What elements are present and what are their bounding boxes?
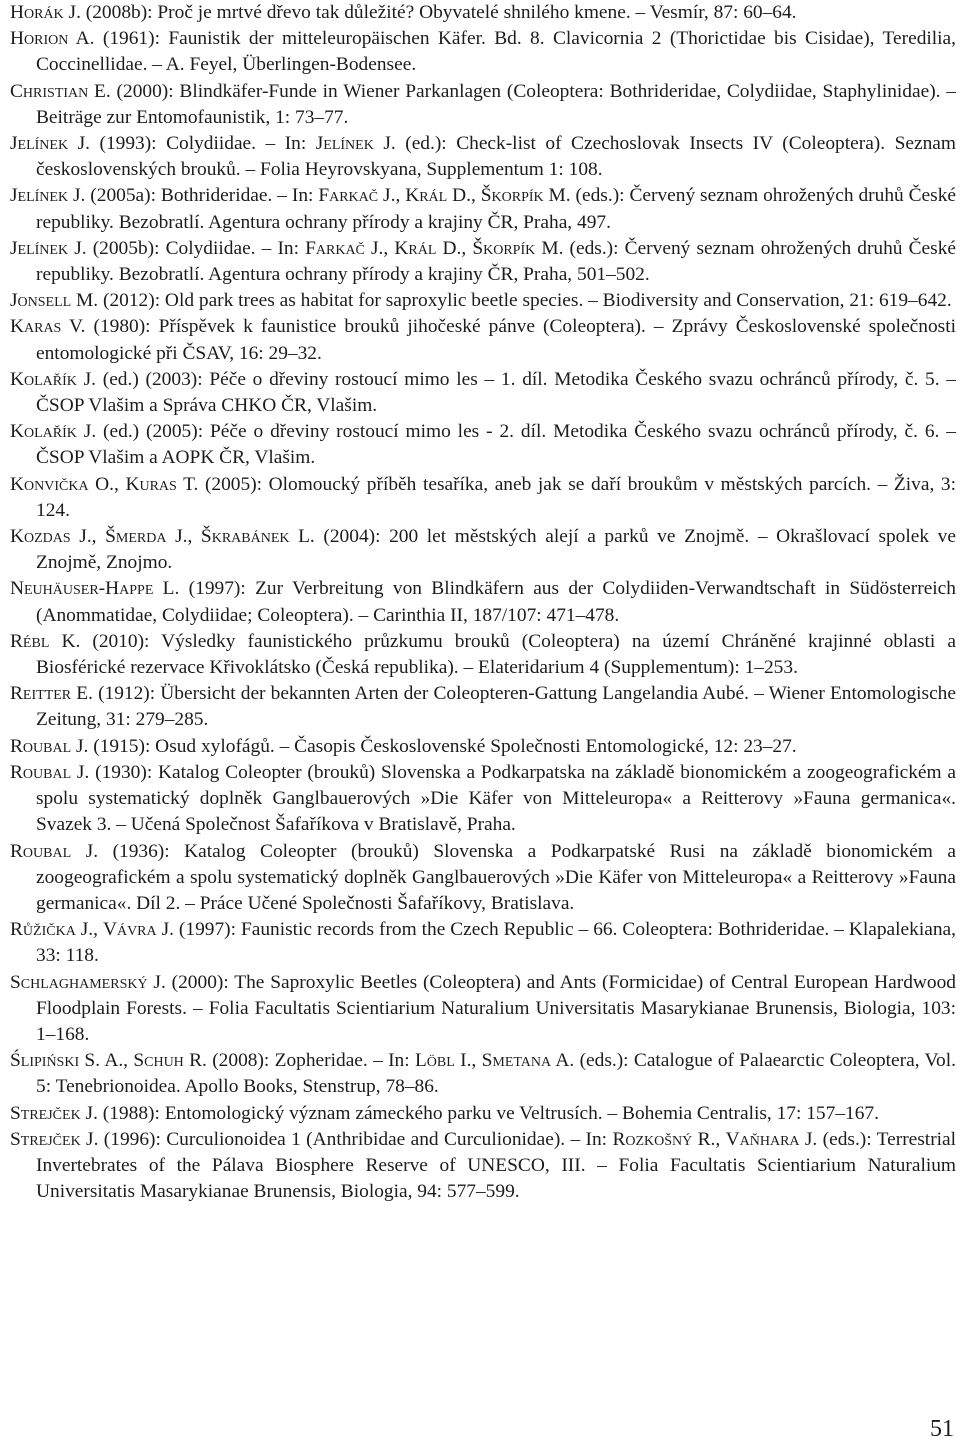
author-name: Neuhäuser-Happe L. <box>10 578 180 600</box>
author-name: Vávra J. <box>102 919 174 941</box>
reference-text: (2008b): Proč je mrtvé dřevo tak důležité? Obyvatelé shnilého kmene. – Vesmír, 87: 60–64. <box>80 2 797 23</box>
author-name: Jelínek J. <box>10 185 86 207</box>
author-name: Vaňhara J. <box>725 1128 818 1150</box>
reference-text: (1997): Faunistic records from the Czech Republic – 66. Coleoptera: Bothrideridae. – Klapalekiana, 33: 118. <box>36 919 956 967</box>
reference-text: (2000): Blindkäfer-Funde in Wiener Parkanlagen (Coleoptera: Bothrideridae, Colydiidae, Staphylinidae). – Beiträge zur Entomofaunistik, 1: 73–77. <box>36 80 956 128</box>
reference-entry <box>10 288 956 314</box>
author-name: Löbl I. <box>414 1050 472 1072</box>
author-name: Konvička O. <box>10 473 115 495</box>
reference-entry <box>10 26 956 78</box>
reference-entry <box>10 734 956 760</box>
reference-entry <box>10 629 956 681</box>
reference-entry <box>10 79 956 131</box>
author-name: Jonsell M. <box>10 290 99 312</box>
reference-text: (2005): Olomoucký příběh tesaříka, aneb jak se daří broukům v městských parcích. – Živa, 3: 124. <box>36 473 956 521</box>
reference-text: , <box>187 526 201 548</box>
author-name: Strejček J. <box>10 1128 99 1150</box>
reference-text: , <box>383 237 395 259</box>
reference-entry <box>10 183 956 235</box>
author-name: Růžička J. <box>10 919 94 941</box>
reference-text: (2004): 200 let městských alejí a parků ve Znojmě. – Okrašlovací spolek ve Znojmě, Znojmo. <box>36 526 956 574</box>
reference-entry <box>10 1127 956 1206</box>
author-name: Farkač J. <box>318 185 396 207</box>
author-name: Král D. <box>405 185 471 207</box>
author-name: Schuh R. <box>133 1050 207 1072</box>
author-name: Roubal J. <box>10 840 99 862</box>
reference-text: (2008): Zopheridae. – In: <box>206 1050 415 1072</box>
reference-text: (1997): Zur Verbreitung von Blindkäfern aus der Colydiiden-Verwandtschaft in Südösterreich (Anommatidae, Colydiidae; Coleoptera). – Carinthia II, 187/107: 471–478. <box>36 578 956 626</box>
author-name: Karas V. <box>10 316 86 338</box>
reference-text: (1936): Katalog Coleopter (brouků) Slovenska a Podkarpatské Rusi na základě bionomickém a zoogeografickém a spolu systematický doplněk Ganglbauerových »Die Käfer von Mitteleuropa« a Reitterovy »Fauna germanica«. Díl 2. – Práce Učené Společnosti Šafaříkovy, Bratislava. <box>36 840 956 914</box>
author-name: Rébl K. <box>10 630 81 652</box>
author-name: Král D. <box>394 237 462 259</box>
author-name: Škorpík M. <box>472 237 564 259</box>
reference-entry <box>10 236 956 288</box>
reference-text: (eds.): Červený seznam ohrožených druhů České republiky. Bezobratlí. Agentura ochrany přírody a krajiny ČR, Praha, 501–502. <box>36 237 956 286</box>
author-name: Horion A. <box>10 28 95 50</box>
reference-entry <box>10 367 956 419</box>
author-name: Jelínek J. <box>10 133 90 155</box>
reference-text: (1930): Katalog Coleopter (brouků) Slovenska a Podkarpatska na základě bionomickém a zoogeografickém a spolu systematický doplněk Ganglbauerových »Die Käfer von Mitteleuropa« a Reitterovy »Fauna germanica«. Svazek 3. – Učená Společnost Šafaříkova v Bratislavě, Praha. <box>36 761 956 836</box>
author-name: Schlaghamerský J. <box>10 971 166 993</box>
author-name: Reitter E. <box>10 683 93 705</box>
reference-text: , <box>395 185 406 207</box>
reference-text: (2005a): Bothrideridae. – In: <box>85 185 319 207</box>
reference-entry <box>10 1048 956 1100</box>
reference-text: (2012): Old park trees as habitat for saproxylic beetle species. – Biodiversity and Conservation, 21: 619–642. <box>98 290 952 312</box>
reference-text: (1996): Curculionoidea 1 (Anthribidae and Curculionidae). – In: <box>98 1128 613 1150</box>
author-name: Šmerda J. <box>105 526 188 548</box>
author-name: Škorpík M. <box>480 185 571 207</box>
reference-entry <box>10 760 956 839</box>
reference-text: , <box>93 919 103 941</box>
author-name: Kolařík J. <box>10 421 97 443</box>
reference-text: (ed.): Check-list of Czechoslovak Insects IV (Coleoptera). Seznam československých brouků. – Folia Heyrovskyana, Supplementum 1: 108. <box>36 133 956 181</box>
reference-text: (1993): Colydiidae. – In: <box>89 133 316 155</box>
reference-text: (1961): Faunistik der mitteleuropäischen Käfer. Bd. 8. Clavicornia 2 (Thorictidae bis Cisidae), Teredilia, Coccinellidae. – A. Feyel, Überlingen-Bodensee. <box>36 28 957 76</box>
author-name: Kuras T. <box>125 473 199 495</box>
reference-text: (1988): Entomologický význam zámeckého parku ve Veltrusích. – Bohemia Centralis, 17: 157–167. <box>97 1102 879 1124</box>
reference-text: , <box>471 1050 482 1072</box>
author-name: Strejček J. <box>10 1102 98 1124</box>
reference-text: (eds.): Červený seznam ohrožených druhů České republiky. Bezobratlí. Agentura ochrany přírody a krajiny ČR, Praha, 497. <box>36 185 957 233</box>
author-name: Rozkošný R. <box>612 1128 716 1150</box>
reference-text: (ed.) (2005): Péče o dřeviny rostoucí mimo les - 2. díl. Metodika Českého svazu ochránců přírody, č. 6. – ČSOP Vlašim a AOPK ČR, Vlašim. <box>36 421 956 469</box>
reference-entry <box>10 314 956 366</box>
reference-text: , <box>715 1128 726 1150</box>
reference-list <box>10 0 956 1205</box>
reference-entry <box>10 681 956 733</box>
reference-text: (2000): The Saproxylic Beetles (Coleoptera) and Ants (Formicidae) of Central European Hardwood Floodplain Forests. – Folia Facultatis Scientiarium Naturalium Universitatis Masarykianae Brunensis, Biologia, 103: 1–168. <box>36 971 957 1045</box>
reference-text: (eds.): Terrestrial Invertebrates of the Pálava Biosphere Reserve of UNESCO, III. – Folia Facultatis Scientiarium Naturalium Universitatis Masarykianae Brunensis, Biologia, 94: 577–599. <box>36 1128 957 1203</box>
reference-text: (ed.) (2003): Péče o dřeviny rostoucí mimo les – 1. díl. Metodika Českého svazu ochránců přírody, č. 5. – ČSOP Vlašim a Správa CHKO ČR, Vlašim. <box>36 368 956 417</box>
author-name: Horák J. <box>10 2 81 23</box>
author-name: Kolařík J. <box>10 368 97 390</box>
reference-entry <box>10 419 956 471</box>
reference-text: (1912): Übersicht der bekannten Arten der Coleopteren-Gattung Langelandia Aubé. – Wiener Entomologische Zeitung, 31: 279–285. <box>36 683 956 731</box>
reference-entry <box>10 917 956 969</box>
reference-text: , <box>470 185 481 207</box>
reference-text: , <box>114 473 126 495</box>
page-number: 51 <box>930 1416 954 1442</box>
author-name: Jelínek J. <box>315 133 396 155</box>
author-name: Kozdas J. <box>10 526 92 548</box>
reference-text: (2010): Výsledky faunistického průzkumu brouků (Coleoptera) na území Chráněné krajinné oblasti a Biosférické rezervace Křivoklátsko (Česká republika). – Elateridarium 4 (Supplementum): 1–253. <box>36 630 956 679</box>
reference-entry <box>10 576 956 628</box>
reference-entry <box>10 839 956 918</box>
author-name: Jelínek J. <box>10 237 87 259</box>
reference-text: , <box>461 237 473 259</box>
reference-text: , <box>123 1050 134 1072</box>
author-name: Farkač J. <box>305 237 384 259</box>
reference-entry <box>10 970 956 1049</box>
author-name: Škrabánek L. <box>200 526 315 548</box>
reference-entry <box>10 524 956 576</box>
author-name: Roubal J. <box>10 761 90 783</box>
author-name: Smetana A. <box>481 1050 575 1072</box>
reference-entry <box>10 0 956 26</box>
author-name: Ślipiński S. A. <box>10 1050 124 1072</box>
reference-entry <box>10 1101 956 1127</box>
reference-text: (2005b): Colydiidae. – In: <box>86 237 306 259</box>
reference-entry <box>10 131 956 183</box>
reference-text: (1980): Příspěvek k faunistice brouků jihočeské pánve (Coleoptera). – Zprávy Československé společnosti entomologické při ČSAV, 16: 29–32. <box>36 316 956 364</box>
reference-entry <box>10 472 956 524</box>
author-name: Christian E. <box>10 80 111 102</box>
author-name: Roubal J. <box>10 735 89 757</box>
reference-text: , <box>91 526 106 548</box>
reference-text: (eds.): Catalogue of Palaearctic Coleoptera, Vol. 5: Tenebrionoidea. Apollo Books, Stenstrup, 78–86. <box>36 1050 956 1098</box>
reference-text: (1915): Osud xylofágů. – Časopis Československé Společnosti Entomologické, 12: 23–27. <box>88 735 797 757</box>
